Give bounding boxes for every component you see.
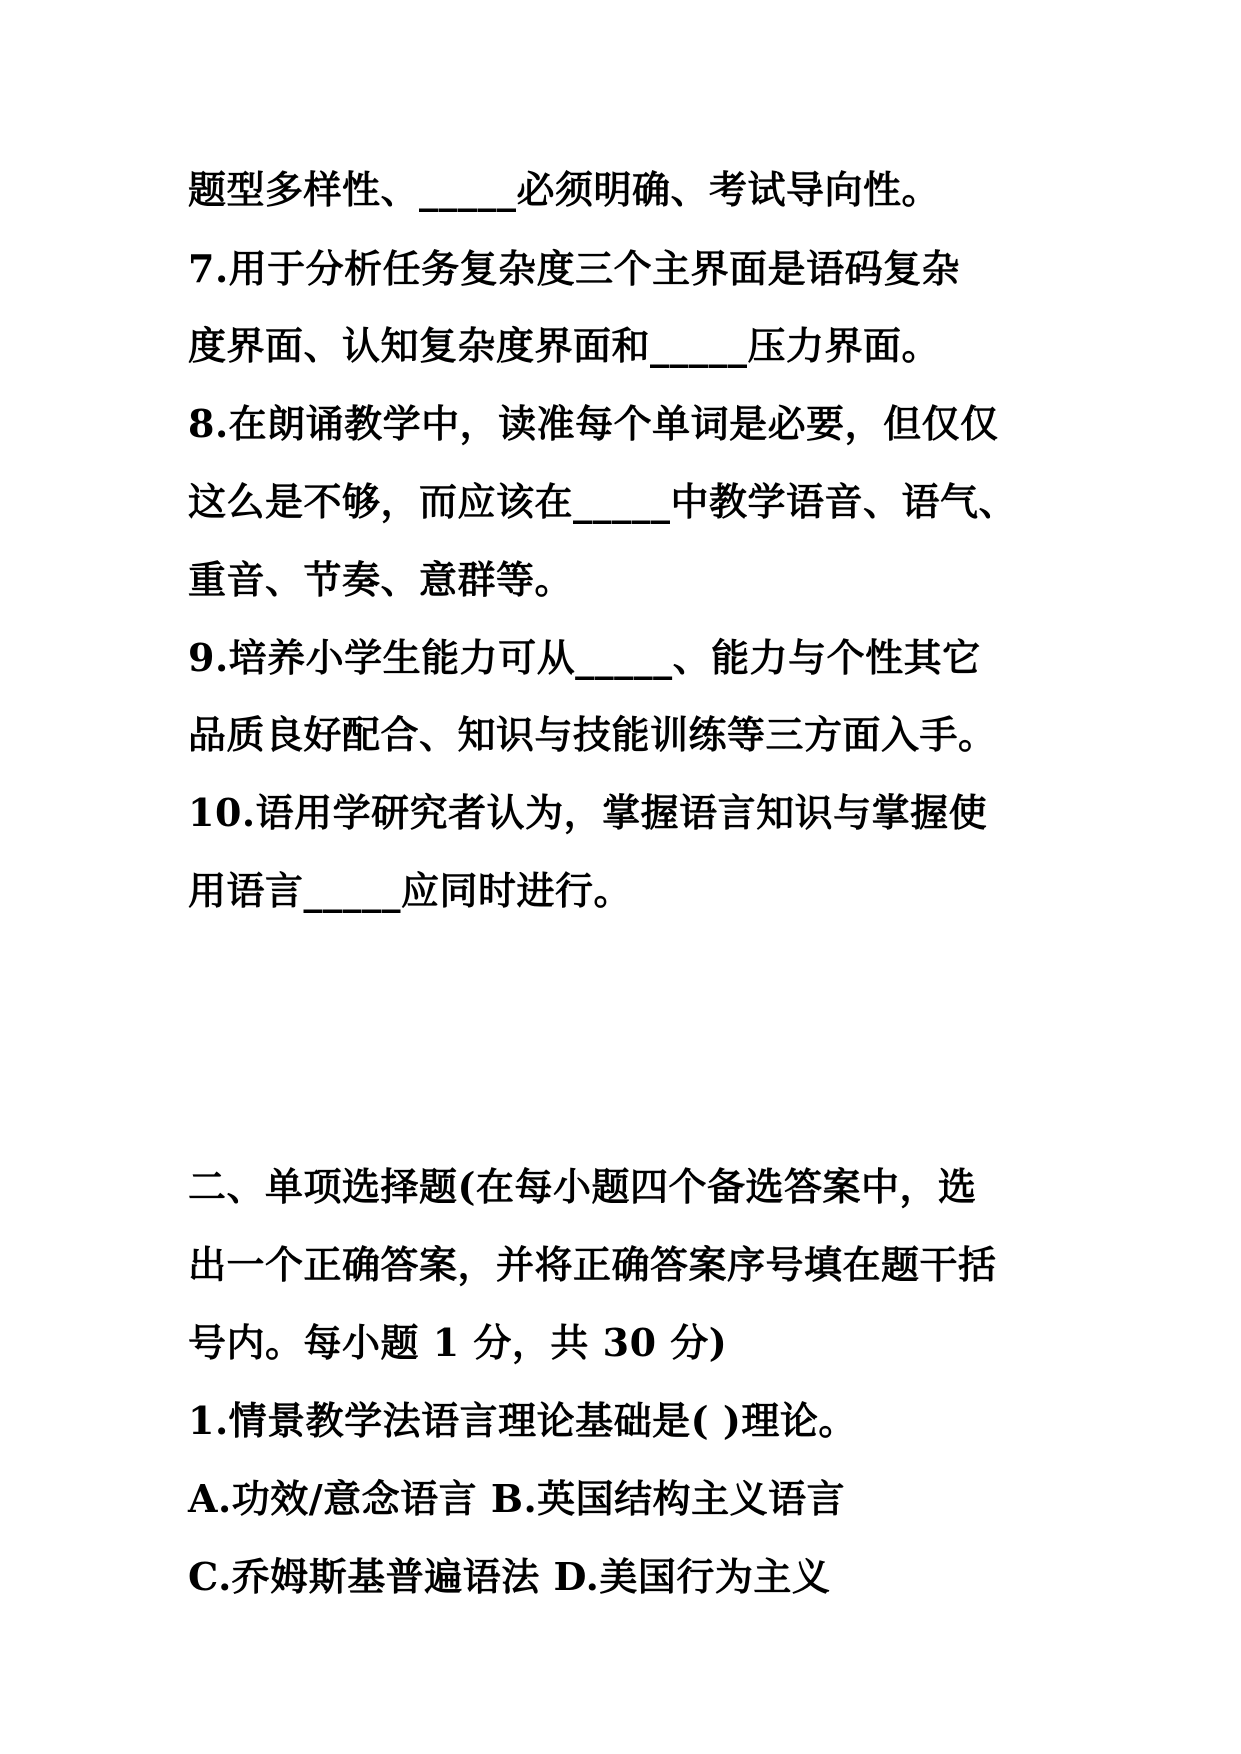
question-8-line-3: 重音、节奏、意群等。 — [188, 557, 574, 602]
question-1-stem: 1.情景教学法语言理论基础是( )理论。 — [188, 1398, 857, 1443]
question-8-line-1: 8.在朗诵教学中，读准每个单词是必要，但仅仅 — [188, 401, 999, 446]
question-9-line-2: 品质良好配合、知识与技能训练等三方面入手。 — [188, 712, 997, 757]
question-1-options-ab: A.功效/意念语言 B.英国结构主义语言 — [188, 1476, 846, 1521]
question-10-line-2: 用语言_____应同时进行。 — [188, 868, 633, 913]
text-line: 题型多样性、_____必须明确、考试导向性。 — [188, 167, 941, 212]
question-10-line-1: 10.语用学研究者认为，掌握语言知识与掌握使 — [188, 790, 988, 835]
question-7-line-1: 7.用于分析任务复杂度三个主界面是语码复杂 — [188, 246, 961, 291]
question-7-line-2: 度界面、认知复杂度界面和_____压力界面。 — [188, 323, 941, 368]
section-heading-line-3: 号内。每小题 1 分，共 30 分) — [188, 1320, 728, 1365]
question-8-line-2: 这么是不够，而应该在_____中教学语音、语气、 — [188, 479, 1018, 524]
section-heading-line-2: 出一个正确答案，并将正确答案序号填在题干括 — [188, 1242, 997, 1287]
question-9-line-1: 9.培养小学生能力可从_____、能力与个性其它 — [188, 635, 981, 680]
section-heading-line-1: 二、单项选择题(在每小题四个备选答案中，选 — [188, 1164, 977, 1209]
question-1-options-cd: C.乔姆斯基普遍语法 D.美国行为主义 — [188, 1554, 831, 1599]
